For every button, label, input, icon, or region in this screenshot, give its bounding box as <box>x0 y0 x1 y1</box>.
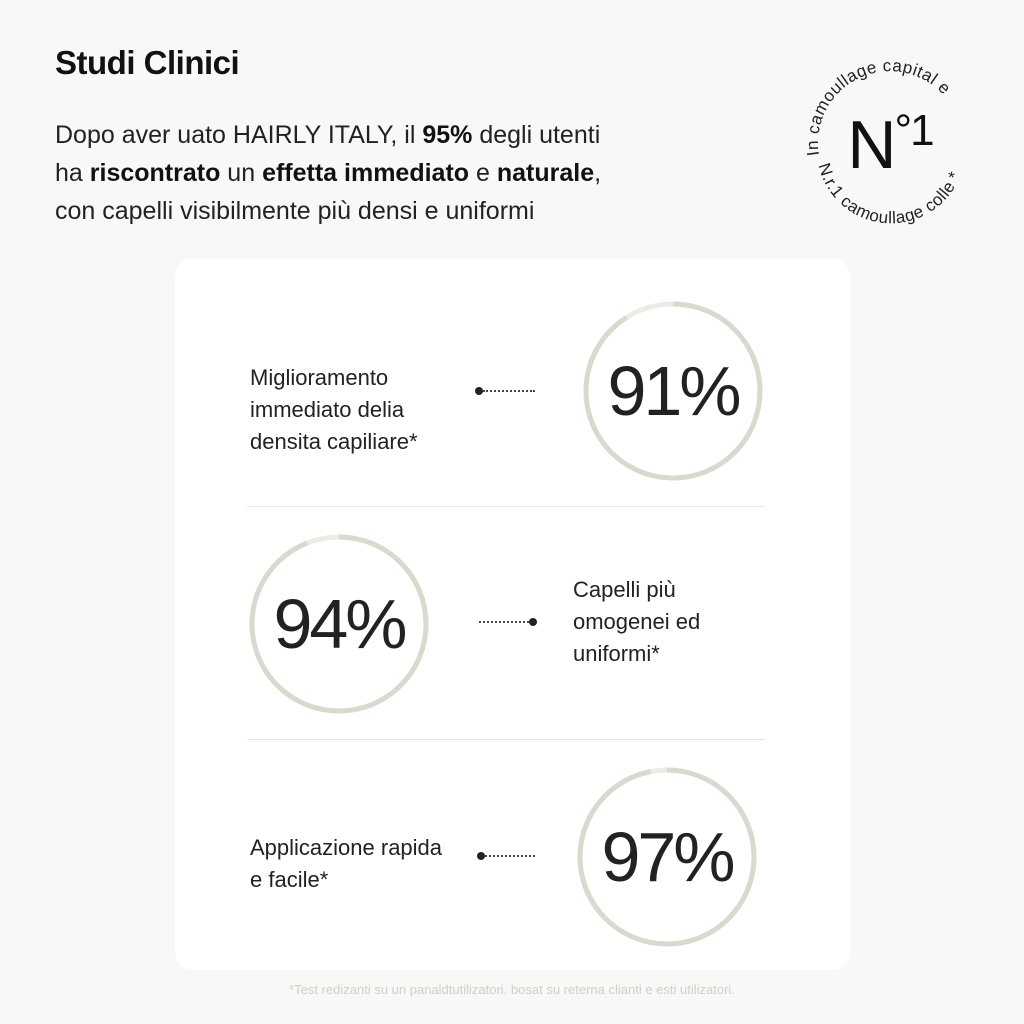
intro-highlight: effetta immediato <box>262 159 470 187</box>
intro-text <box>55 116 735 230</box>
number-one-badge <box>797 52 983 238</box>
stat-value: 91% <box>607 352 739 430</box>
stat-label: Miglioramento immediato delia densita capiliare* <box>250 365 418 454</box>
stats-card <box>175 258 850 970</box>
stat-ring <box>582 300 764 482</box>
stat-label: Capelli più omogenei ed uniformi* <box>573 577 701 666</box>
intro-segment: un <box>220 159 263 187</box>
intro-highlight: riscontrato <box>89 159 221 187</box>
stat-ring <box>248 533 430 715</box>
intro-highlight: 95% <box>422 121 473 149</box>
leader-line <box>483 390 535 392</box>
divider <box>247 506 765 507</box>
stat-value: 97% <box>601 818 733 896</box>
footnote: *Test redizanti su un panaldtutilizatori. bosat su reterna clianti e esti utilizatori. <box>289 982 735 997</box>
stat-label: Applicazione rapida e facile* <box>250 835 443 892</box>
leader-line <box>479 621 529 623</box>
stat-value: 94% <box>273 585 405 663</box>
intro-segment: ha <box>55 159 90 187</box>
leader-dot <box>477 852 485 860</box>
badge-ring-text-bottom: N.r.1 camoullage colle * <box>814 160 965 228</box>
intro-segment: e <box>469 159 497 187</box>
intro-segment: con capelli visibilmente più densi e uniformi <box>55 197 535 225</box>
badge-number: N $^{^\circ 1}$ <box>847 106 933 183</box>
divider <box>247 739 765 740</box>
leader-dot <box>529 618 537 626</box>
page-title: Studi Clinici <box>55 44 240 81</box>
intro-segment: degli utenti <box>472 121 601 149</box>
badge-ring-text-top: In camoullage capital e <box>802 56 955 158</box>
intro-segment: Dopo aver uato HAIRLY ITALY, il <box>55 121 423 149</box>
leader-line <box>485 855 535 857</box>
intro-highlight: naturale <box>496 159 595 187</box>
leader-dot <box>475 387 483 395</box>
stat-ring <box>576 766 758 948</box>
intro-segment: , <box>594 159 602 187</box>
